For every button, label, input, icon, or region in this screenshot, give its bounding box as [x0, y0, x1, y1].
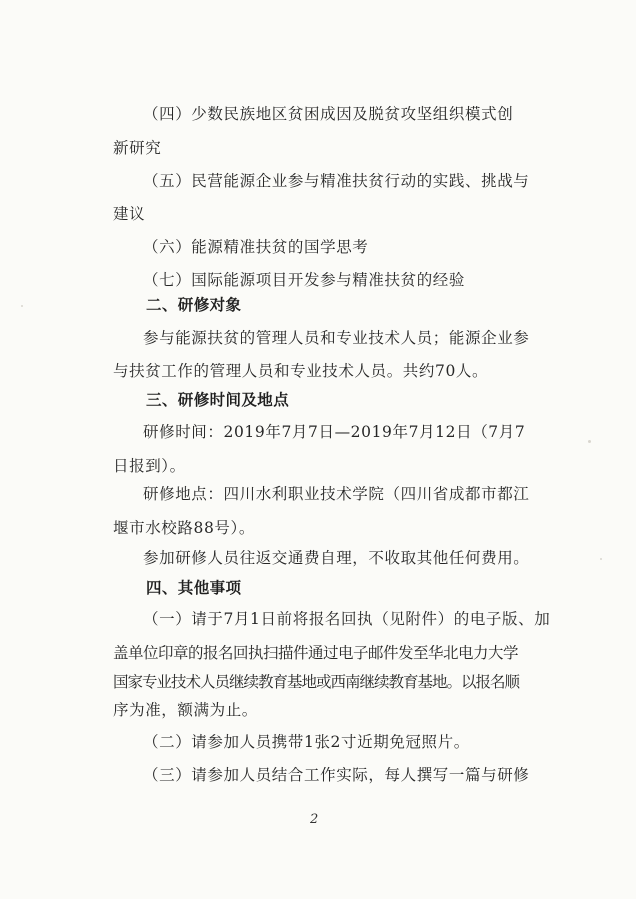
scan-speck — [21, 305, 23, 307]
section-2-line-2: 与扶贫工作的管理人员和专业技术人员。共约70人。 — [113, 362, 489, 380]
item-6: （六）能源精准扶贫的国学思考 — [143, 238, 369, 256]
item-5-line-1: （五）民营能源企业参与精准扶贫行动的实践、挑战与 — [143, 172, 530, 190]
section-4-line-5: （二）请参加人员携带1张2寸近期免冠照片。 — [143, 733, 470, 751]
section-2-line-1: 参与能源扶贫的管理人员和专业技术人员；能源企业参 — [143, 329, 530, 347]
scan-speck — [588, 440, 591, 443]
item-4-line-1: （四）少数民族地区贫困成因及脱贫攻坚组织模式创 — [143, 105, 514, 123]
section-3-line-3: 研修地点：四川水利职业技术学院（四川省成都市都江 — [143, 485, 530, 503]
scan-speck — [600, 558, 602, 560]
item-7: （七）国际能源项目开发参与精准扶贫的经验 — [143, 271, 466, 289]
section-3-line-2: 日报到）。 — [113, 457, 186, 475]
section-2-heading: 二、研修对象 — [146, 296, 242, 314]
section-4-line-3: 国家专业技术人员继续教育基地或西南继续教育基地。以报名顺 — [113, 673, 520, 691]
page-number: 2 — [310, 812, 319, 827]
section-3-heading: 三、研修时间及地点 — [146, 391, 290, 409]
item-4-line-2: 新研究 — [113, 139, 162, 157]
section-4-heading: 四、其他事项 — [146, 579, 242, 597]
section-3-line-4: 堰市水校路88号）。 — [113, 519, 255, 537]
section-4-line-4: 序为准，额满为止。 — [113, 701, 258, 719]
section-3-line-1: 研修时间：2019年7月7日—2019年7月12日（7月7 — [143, 423, 526, 441]
section-4-line-6: （三）请参加人员结合工作实际，每人撰写一篇与研修 — [143, 766, 530, 784]
item-5-line-2: 建议 — [113, 205, 146, 223]
section-4-line-1: （一）请于7月1日前将报名回执（见附件）的电子版、加 — [143, 610, 551, 628]
section-4-line-2: 盖单位印章的报名回执扫描件通过电子邮件发至华北电力大学 — [113, 644, 519, 662]
section-3-line-5: 参加研修人员往返交通费自理，不收取其他任何费用。 — [143, 549, 530, 567]
